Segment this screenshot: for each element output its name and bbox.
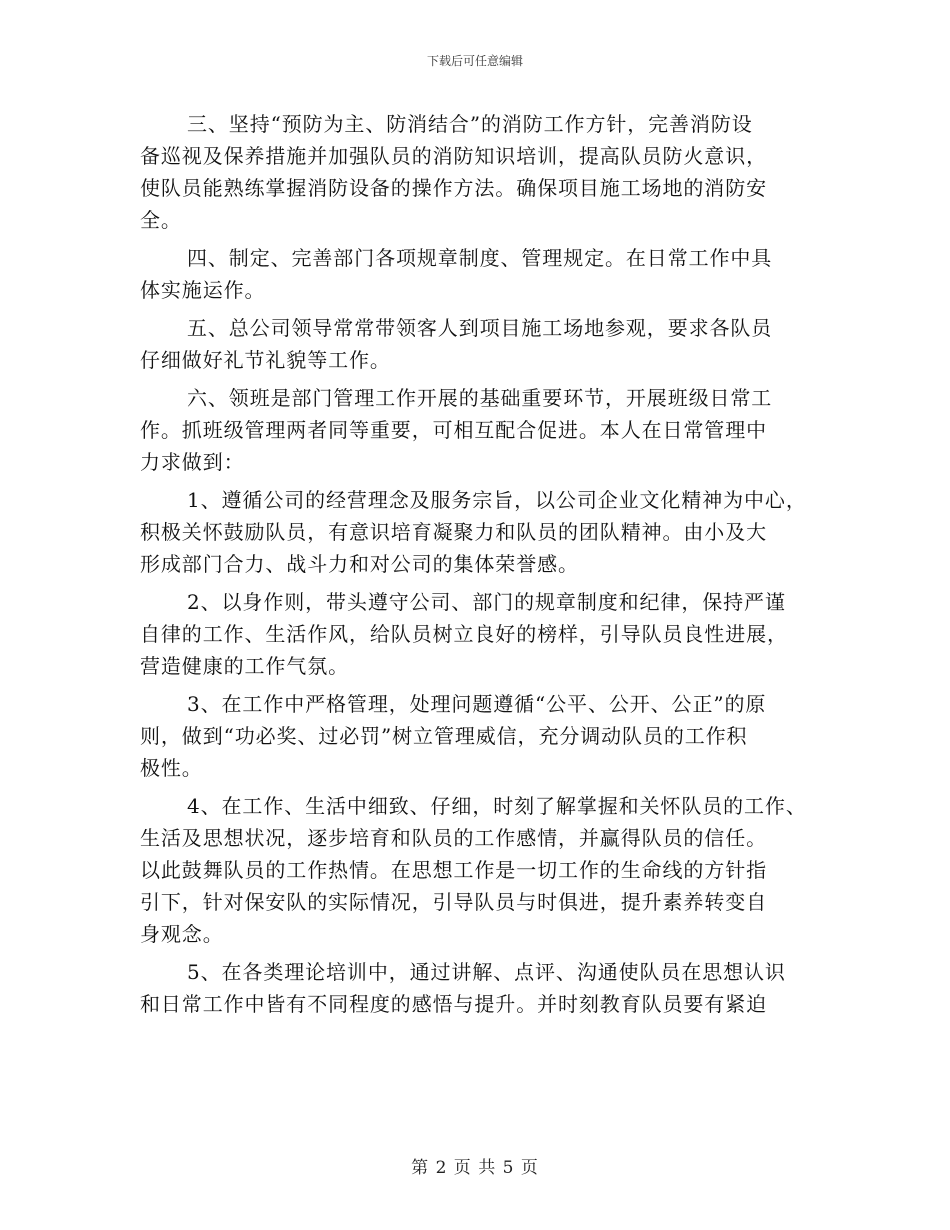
- paragraph-line: 生活及思想状况，逐步培育和队员的工作感情，并赢得队员的信任。: [140, 826, 767, 850]
- paragraph-line: 以此鼓舞队员的工作热情。在思想工作是一切工作的生命线的方针指: [140, 858, 767, 882]
- paragraph-line: 极性。: [140, 756, 203, 780]
- paragraph-line: 则，做到“功必奖、过必罚”树立管理威信，充分调动队员的工作积: [140, 724, 748, 748]
- paragraph-line: 1、遵循公司的经营理念及服务宗旨，以公司企业文化精神为中心，: [187, 488, 807, 512]
- paragraph-item-1: [140, 484, 830, 580]
- paragraph-line: 和日常工作中皆有不同程度的感悟与提升。并时刻教育队员要有紧迫: [140, 992, 767, 1016]
- paragraph-item-3: [140, 688, 830, 784]
- paragraph-line: 四、制定、完善部门各项规章制度、管理规定。在日常工作中具: [187, 246, 773, 270]
- paragraph-line: 2、以身作则，带头遵守公司、部门的规章制度和纪律，保持严谨: [187, 590, 786, 614]
- paragraph-item-5: [140, 956, 830, 1020]
- paragraph-line: 积极关怀鼓励队员，有意识培育凝聚力和队员的团队精神。由小及大: [140, 520, 767, 544]
- paragraph-line: 力求做到：: [140, 450, 245, 474]
- paragraph-5: [140, 312, 830, 376]
- page-footer: 第 2 页 共 5 页: [411, 1158, 539, 1178]
- paragraph-line: 三、坚持“预防为主、防消结合”的消防工作方针，完善消防设: [187, 112, 753, 136]
- paragraph-line: 引下，针对保安队的实际情况，引导队员与时俱进，提升素养转变自: [140, 890, 767, 914]
- paragraph-line: 自律的工作、生活作风，给队员树立良好的榜样，引导队员良性进展，: [140, 622, 788, 646]
- paragraph-line: 全。: [140, 208, 182, 232]
- paragraph-4: [140, 242, 830, 306]
- paragraph-line: 备巡视及保养措施并加强队员的消防知识培训，提高队员防火意识，: [140, 144, 767, 168]
- paragraph-line: 五、总公司领导常常带领客人到项目施工场地参观，要求各队员: [187, 316, 773, 340]
- paragraph-line: 营造健康的工作气氛。: [140, 654, 349, 678]
- paragraph-line: 形成部门合力、战斗力和对公司的集体荣誉感。: [140, 552, 579, 576]
- paragraph-3: [140, 108, 830, 236]
- paragraph-line: 体实施运作。: [140, 278, 266, 302]
- paragraph-line: 仔细做好礼节礼貌等工作。: [140, 348, 391, 372]
- paragraph-line: 身观念。: [140, 922, 224, 946]
- paragraph-line: 5、在各类理论培训中，通过讲解、点评、沟通使队员在思想认识: [187, 960, 786, 984]
- paragraph-line: 3、在工作中严格管理，处理问题遵循“公平、公开、公正”的原: [187, 692, 767, 716]
- paragraph-6: [140, 382, 830, 478]
- paragraph-line: 使队员能熟练掌握消防设备的操作方法。确保项目施工场地的消防安: [140, 176, 767, 200]
- document-body: [140, 108, 830, 1020]
- paragraph-item-2: [140, 586, 830, 682]
- paragraph-item-4: [140, 790, 830, 950]
- paragraph-line: 六、领班是部门管理工作开展的基础重要环节，开展班级日常工: [187, 386, 773, 410]
- page-header: 下载后可任意编辑: [426, 54, 523, 68]
- paragraph-line: 4、在工作、生活中细致、仔细，时刻了解掌握和关怀队员的工作、: [187, 794, 807, 818]
- paragraph-line: 作。抓班级管理两者同等重要，可相互配合促进。本人在日常管理中: [140, 418, 767, 442]
